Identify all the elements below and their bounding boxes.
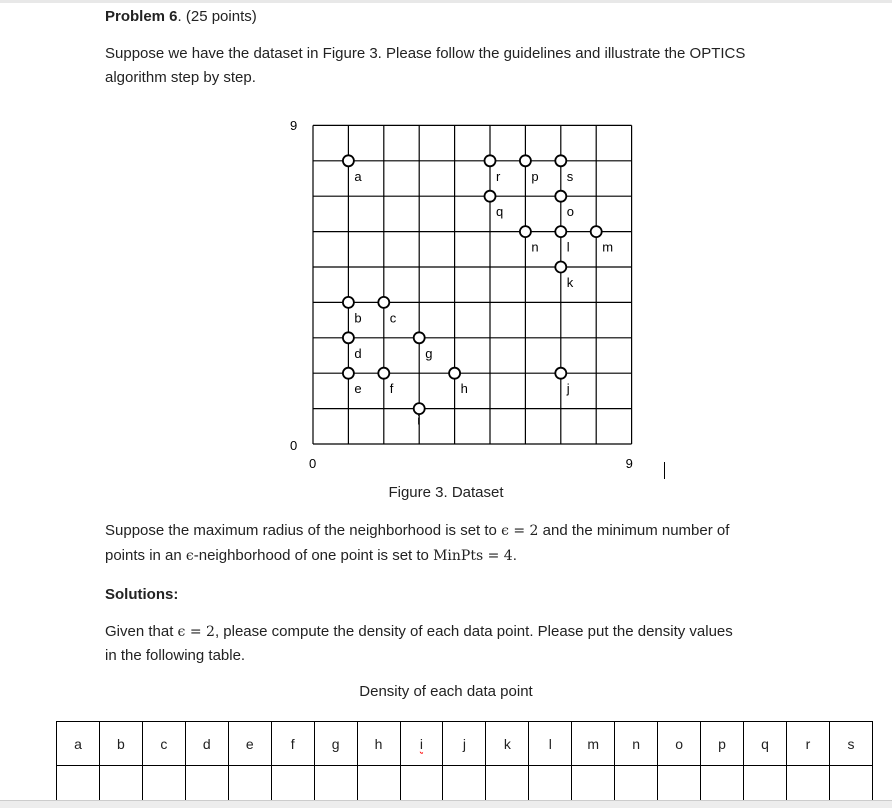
header-label: b xyxy=(117,735,125,752)
header-label: a xyxy=(74,735,82,752)
data-point-n xyxy=(520,226,531,237)
table-title: Density of each data point xyxy=(359,683,533,700)
given-line-2: in the following table. xyxy=(105,647,246,664)
data-point-o xyxy=(555,191,566,202)
point-label-n: n xyxy=(531,239,539,255)
header-cell-i xyxy=(400,722,443,766)
data-point-r xyxy=(485,155,496,166)
point-label-o: o xyxy=(566,204,575,220)
header-cell-n xyxy=(615,722,658,766)
y-axis-max: 9 xyxy=(290,118,298,133)
data-point-d xyxy=(343,332,354,343)
header-label: d xyxy=(202,735,211,752)
header-cell-f xyxy=(271,722,314,766)
header-label: s xyxy=(847,735,855,752)
header-cell-m xyxy=(572,722,615,766)
point-label-g: g xyxy=(425,345,433,361)
data-point-f xyxy=(378,368,389,379)
header-cell-d xyxy=(185,722,228,766)
top-edge xyxy=(0,0,892,3)
dataset-figure xyxy=(280,110,700,470)
data-point-s xyxy=(555,155,566,166)
header-label: i xyxy=(419,735,424,752)
header-cell-o xyxy=(658,722,701,766)
header-cell-e xyxy=(228,722,271,766)
header-cell-j xyxy=(443,722,486,766)
header-label: g xyxy=(331,735,340,752)
point-label-k: k xyxy=(566,275,574,290)
header-label: f xyxy=(290,735,295,752)
problem-heading: Problem 6. (25 points) xyxy=(105,8,257,25)
header-cell-a xyxy=(57,722,100,766)
density-table xyxy=(56,721,873,807)
data-point-b xyxy=(343,297,354,308)
intro-line-1: Suppose we have the dataset in Figure 3. Please follow the guidelines and illustrate the OPTICS xyxy=(105,45,746,62)
intro-line-2: algorithm step by step. xyxy=(105,69,256,86)
header-label: n xyxy=(632,735,641,752)
point-label-a: a xyxy=(354,168,362,184)
header-label: k xyxy=(503,735,511,752)
point-label-l: l xyxy=(566,239,570,255)
x-axis-min: 0 xyxy=(309,456,317,470)
header-cell-k xyxy=(486,722,529,766)
header-cell-s xyxy=(829,722,872,766)
point-label-b: b xyxy=(354,310,362,326)
solutions-heading: Solutions: xyxy=(105,586,179,603)
header-label: e xyxy=(245,735,254,752)
header-label: o xyxy=(675,735,683,752)
data-point-q xyxy=(485,191,496,202)
figure-caption: Figure 3. Dataset xyxy=(388,484,504,501)
data-point-k xyxy=(555,262,566,273)
point-label-d: d xyxy=(354,345,362,361)
header-label: h xyxy=(374,735,383,752)
data-point-c xyxy=(378,297,389,308)
data-point-e xyxy=(343,368,354,379)
header-label: l xyxy=(548,735,552,752)
header-label: r xyxy=(805,735,811,752)
text-cursor xyxy=(664,462,665,479)
point-label-f: f xyxy=(389,381,394,397)
header-row xyxy=(57,722,873,766)
header-cell-p xyxy=(701,722,744,766)
point-label-e: e xyxy=(354,381,362,397)
point-label-j: j xyxy=(566,381,570,397)
point-label-h: h xyxy=(460,381,468,397)
header-cell-h xyxy=(357,722,400,766)
header-cell-b xyxy=(99,722,142,766)
header-label: m xyxy=(587,735,600,752)
header-label: q xyxy=(761,735,769,752)
header-cell-g xyxy=(314,722,357,766)
header-label: c xyxy=(160,735,168,752)
header-cell-q xyxy=(744,722,787,766)
point-label-p: p xyxy=(531,168,539,184)
data-point-g xyxy=(414,332,425,343)
header-cell-r xyxy=(786,722,829,766)
data-point-m xyxy=(591,226,602,237)
header-cell-l xyxy=(529,722,572,766)
header-label: p xyxy=(718,735,726,752)
given-line-1: Given that ϵ = 2, please compute the density of each data point. Please put the density values xyxy=(105,623,733,640)
data-point-j xyxy=(555,368,566,379)
point-label-m: m xyxy=(602,239,614,255)
params-line-2: points in an ϵ-neighborhood of one point is set to MinPts = 4. xyxy=(105,547,517,564)
point-label-i: i xyxy=(417,412,421,428)
x-axis-max: 9 xyxy=(625,456,633,470)
data-point-l xyxy=(555,226,566,237)
point-label-s: s xyxy=(566,168,574,184)
point-label-q: q xyxy=(496,204,504,220)
data-point-p xyxy=(520,155,531,166)
point-label-c: c xyxy=(389,310,397,326)
point-label-r: r xyxy=(496,168,501,184)
params-line-1: Suppose the maximum radius of the neighborhood is set to ϵ = 2 and the minimum number of xyxy=(105,522,730,539)
header-label: j xyxy=(462,735,466,752)
data-point-a xyxy=(343,155,354,166)
y-axis-min: 0 xyxy=(290,438,298,453)
data-point-h xyxy=(449,368,460,379)
header-cell-c xyxy=(142,722,185,766)
